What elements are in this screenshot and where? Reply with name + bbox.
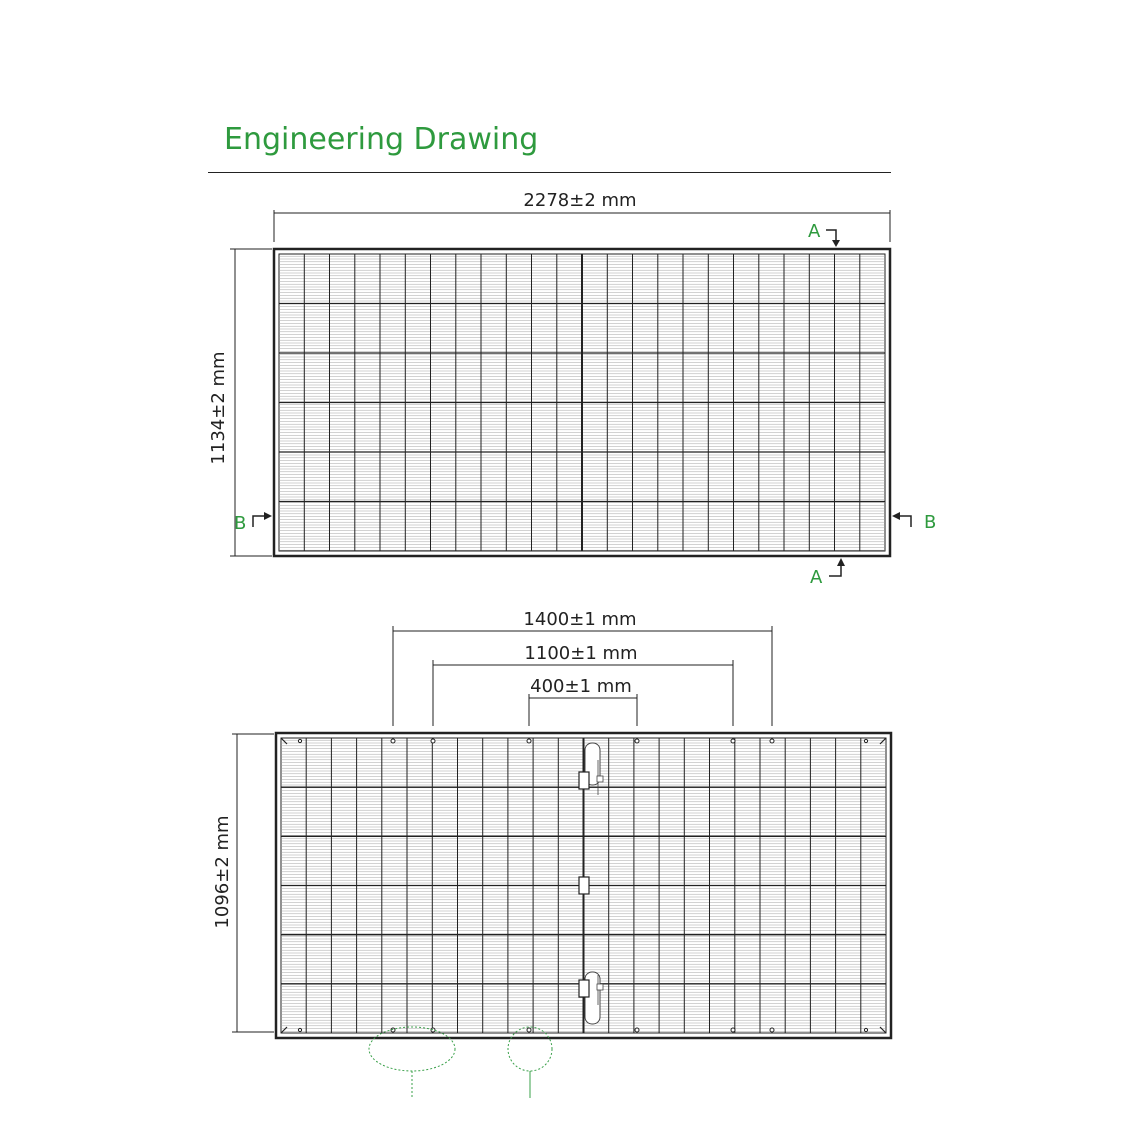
front-view: [208, 190, 936, 588]
front-width-dimension: [274, 190, 890, 242]
junction-box-bottom: [579, 980, 589, 997]
dim-400: [529, 676, 637, 726]
section-marker-a-bottom: [810, 558, 845, 588]
rear-view: [212, 609, 891, 1098]
dim-1400: [393, 609, 772, 726]
svg-text:A: A: [810, 567, 823, 588]
front-height-label: 1134±2 mm: [208, 351, 229, 465]
section-marker-a-top: [808, 221, 840, 247]
svg-text:B: B: [924, 512, 937, 533]
front-height-dimension: [208, 249, 272, 556]
junction-box-middle: [579, 877, 589, 894]
dim-1100-label: 1100±1 mm: [524, 643, 638, 664]
junction-box-top: [579, 772, 589, 789]
section-marker-b-left: [234, 512, 272, 534]
svg-text:A: A: [808, 221, 821, 242]
svg-text:B: B: [234, 513, 247, 534]
section-marker-b-right: [892, 512, 936, 533]
rear-height-dimension: [212, 734, 274, 1032]
dim-400-label: 400±1 mm: [530, 676, 632, 697]
page-title: Engineering Drawing: [224, 122, 539, 157]
front-width-label: 2278±2 mm: [523, 190, 637, 211]
dim-1400-label: 1400±1 mm: [523, 609, 637, 630]
rear-height-label: 1096±2 mm: [212, 815, 233, 929]
